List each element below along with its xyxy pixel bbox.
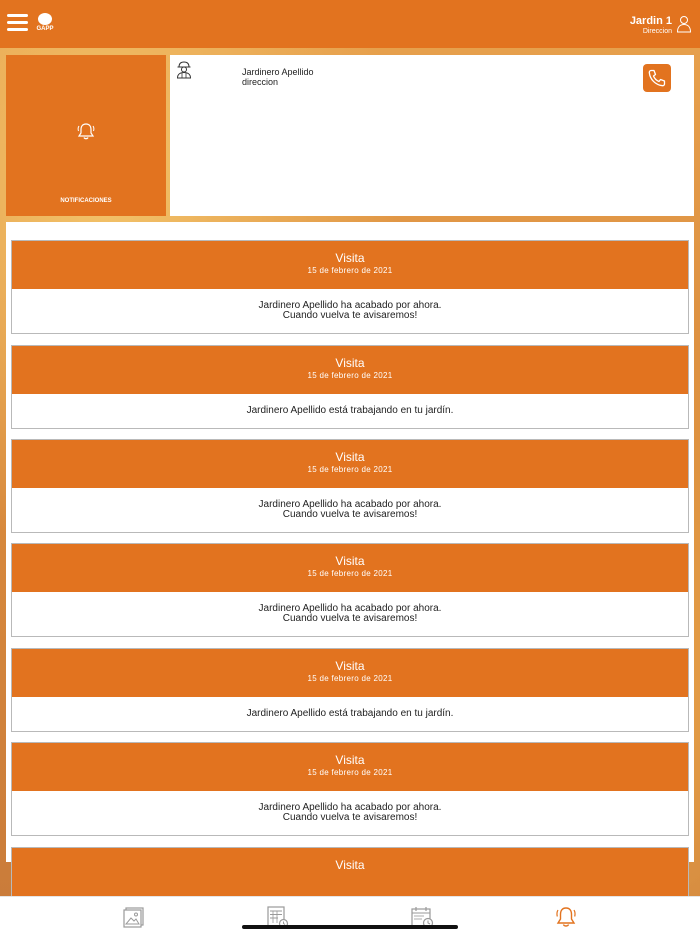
card-message-line: Cuando vuelva te avisaremos! bbox=[282, 509, 418, 520]
card-date: 15 de febrero de 2021 bbox=[307, 674, 393, 683]
card-date: 15 de febrero de 2021 bbox=[307, 569, 393, 578]
card-header bbox=[12, 346, 688, 394]
card-body bbox=[12, 394, 688, 428]
card-date: 15 de febrero de 2021 bbox=[307, 371, 393, 380]
card-date: 15 de febrero de 2021 bbox=[307, 768, 393, 777]
call-button[interactable] bbox=[643, 64, 671, 92]
notifications-tile[interactable] bbox=[6, 55, 166, 216]
gardener-name: Jardinero Apellido bbox=[242, 67, 314, 77]
card-body bbox=[12, 697, 688, 731]
notifications-feed[interactable] bbox=[6, 222, 694, 872]
card-title: Visita bbox=[335, 858, 365, 872]
garden-selector[interactable] bbox=[630, 15, 672, 36]
card-title: Visita bbox=[335, 356, 365, 370]
card-message-line: Cuando vuelva te avisaremos! bbox=[282, 613, 418, 624]
notification-card bbox=[11, 847, 689, 897]
card-body bbox=[12, 791, 688, 835]
card-header bbox=[12, 649, 688, 697]
notification-card bbox=[11, 345, 689, 429]
bell-icon[interactable] bbox=[554, 905, 578, 929]
card-title: Visita bbox=[335, 659, 365, 673]
notification-card bbox=[11, 439, 689, 533]
gardener-avatar-icon bbox=[176, 61, 192, 79]
card-header bbox=[12, 544, 688, 592]
card-message-line: Cuando vuelva te avisaremos! bbox=[282, 812, 418, 823]
phone-icon bbox=[647, 68, 667, 88]
card-header bbox=[12, 241, 688, 289]
card-title: Visita bbox=[335, 251, 365, 265]
card-title: Visita bbox=[335, 450, 365, 464]
notifications-label: NOTIFICACIONES bbox=[60, 198, 112, 204]
card-date: 15 de febrero de 2021 bbox=[307, 465, 393, 474]
user-profile-icon[interactable] bbox=[676, 15, 692, 33]
card-body bbox=[12, 592, 688, 636]
hamburger-menu-icon[interactable] bbox=[7, 14, 28, 32]
card-header bbox=[12, 440, 688, 488]
logo-text: GAPP bbox=[36, 26, 54, 32]
card-body bbox=[12, 488, 688, 532]
gapp-logo bbox=[34, 13, 56, 35]
card-header bbox=[12, 848, 688, 896]
notification-card bbox=[11, 543, 689, 637]
home-indicator bbox=[242, 925, 458, 929]
garden-address: Direccion bbox=[642, 28, 672, 35]
card-message-line: Jardinero Apellido está trabajando en tu jardín. bbox=[246, 404, 454, 416]
card-title: Visita bbox=[335, 753, 365, 767]
card-date: 15 de febrero de 2021 bbox=[307, 266, 393, 275]
card-message-line: Cuando vuelva te avisaremos! bbox=[282, 310, 418, 321]
card-message-line: Jardinero Apellido ha acabado por ahora. bbox=[258, 801, 442, 813]
notification-card bbox=[11, 742, 689, 836]
gardener-address: direccion bbox=[242, 77, 279, 87]
gardener-card bbox=[170, 55, 694, 216]
garden-name: Jardin 1 bbox=[629, 15, 672, 27]
bell-icon bbox=[76, 121, 96, 141]
app-header bbox=[0, 0, 700, 48]
card-header bbox=[12, 743, 688, 791]
notification-card bbox=[11, 240, 689, 334]
card-message-line: Jardinero Apellido ha acabado por ahora. bbox=[258, 602, 442, 614]
gallery-icon[interactable] bbox=[122, 905, 146, 929]
notification-card bbox=[11, 648, 689, 732]
card-message-line: Jardinero Apellido ha acabado por ahora. bbox=[258, 498, 442, 510]
card-body bbox=[12, 289, 688, 333]
card-title: Visita bbox=[335, 554, 365, 568]
card-message-line: Jardinero Apellido ha acabado por ahora. bbox=[258, 299, 442, 311]
card-message-line: Jardinero Apellido está trabajando en tu jardín. bbox=[246, 707, 454, 719]
